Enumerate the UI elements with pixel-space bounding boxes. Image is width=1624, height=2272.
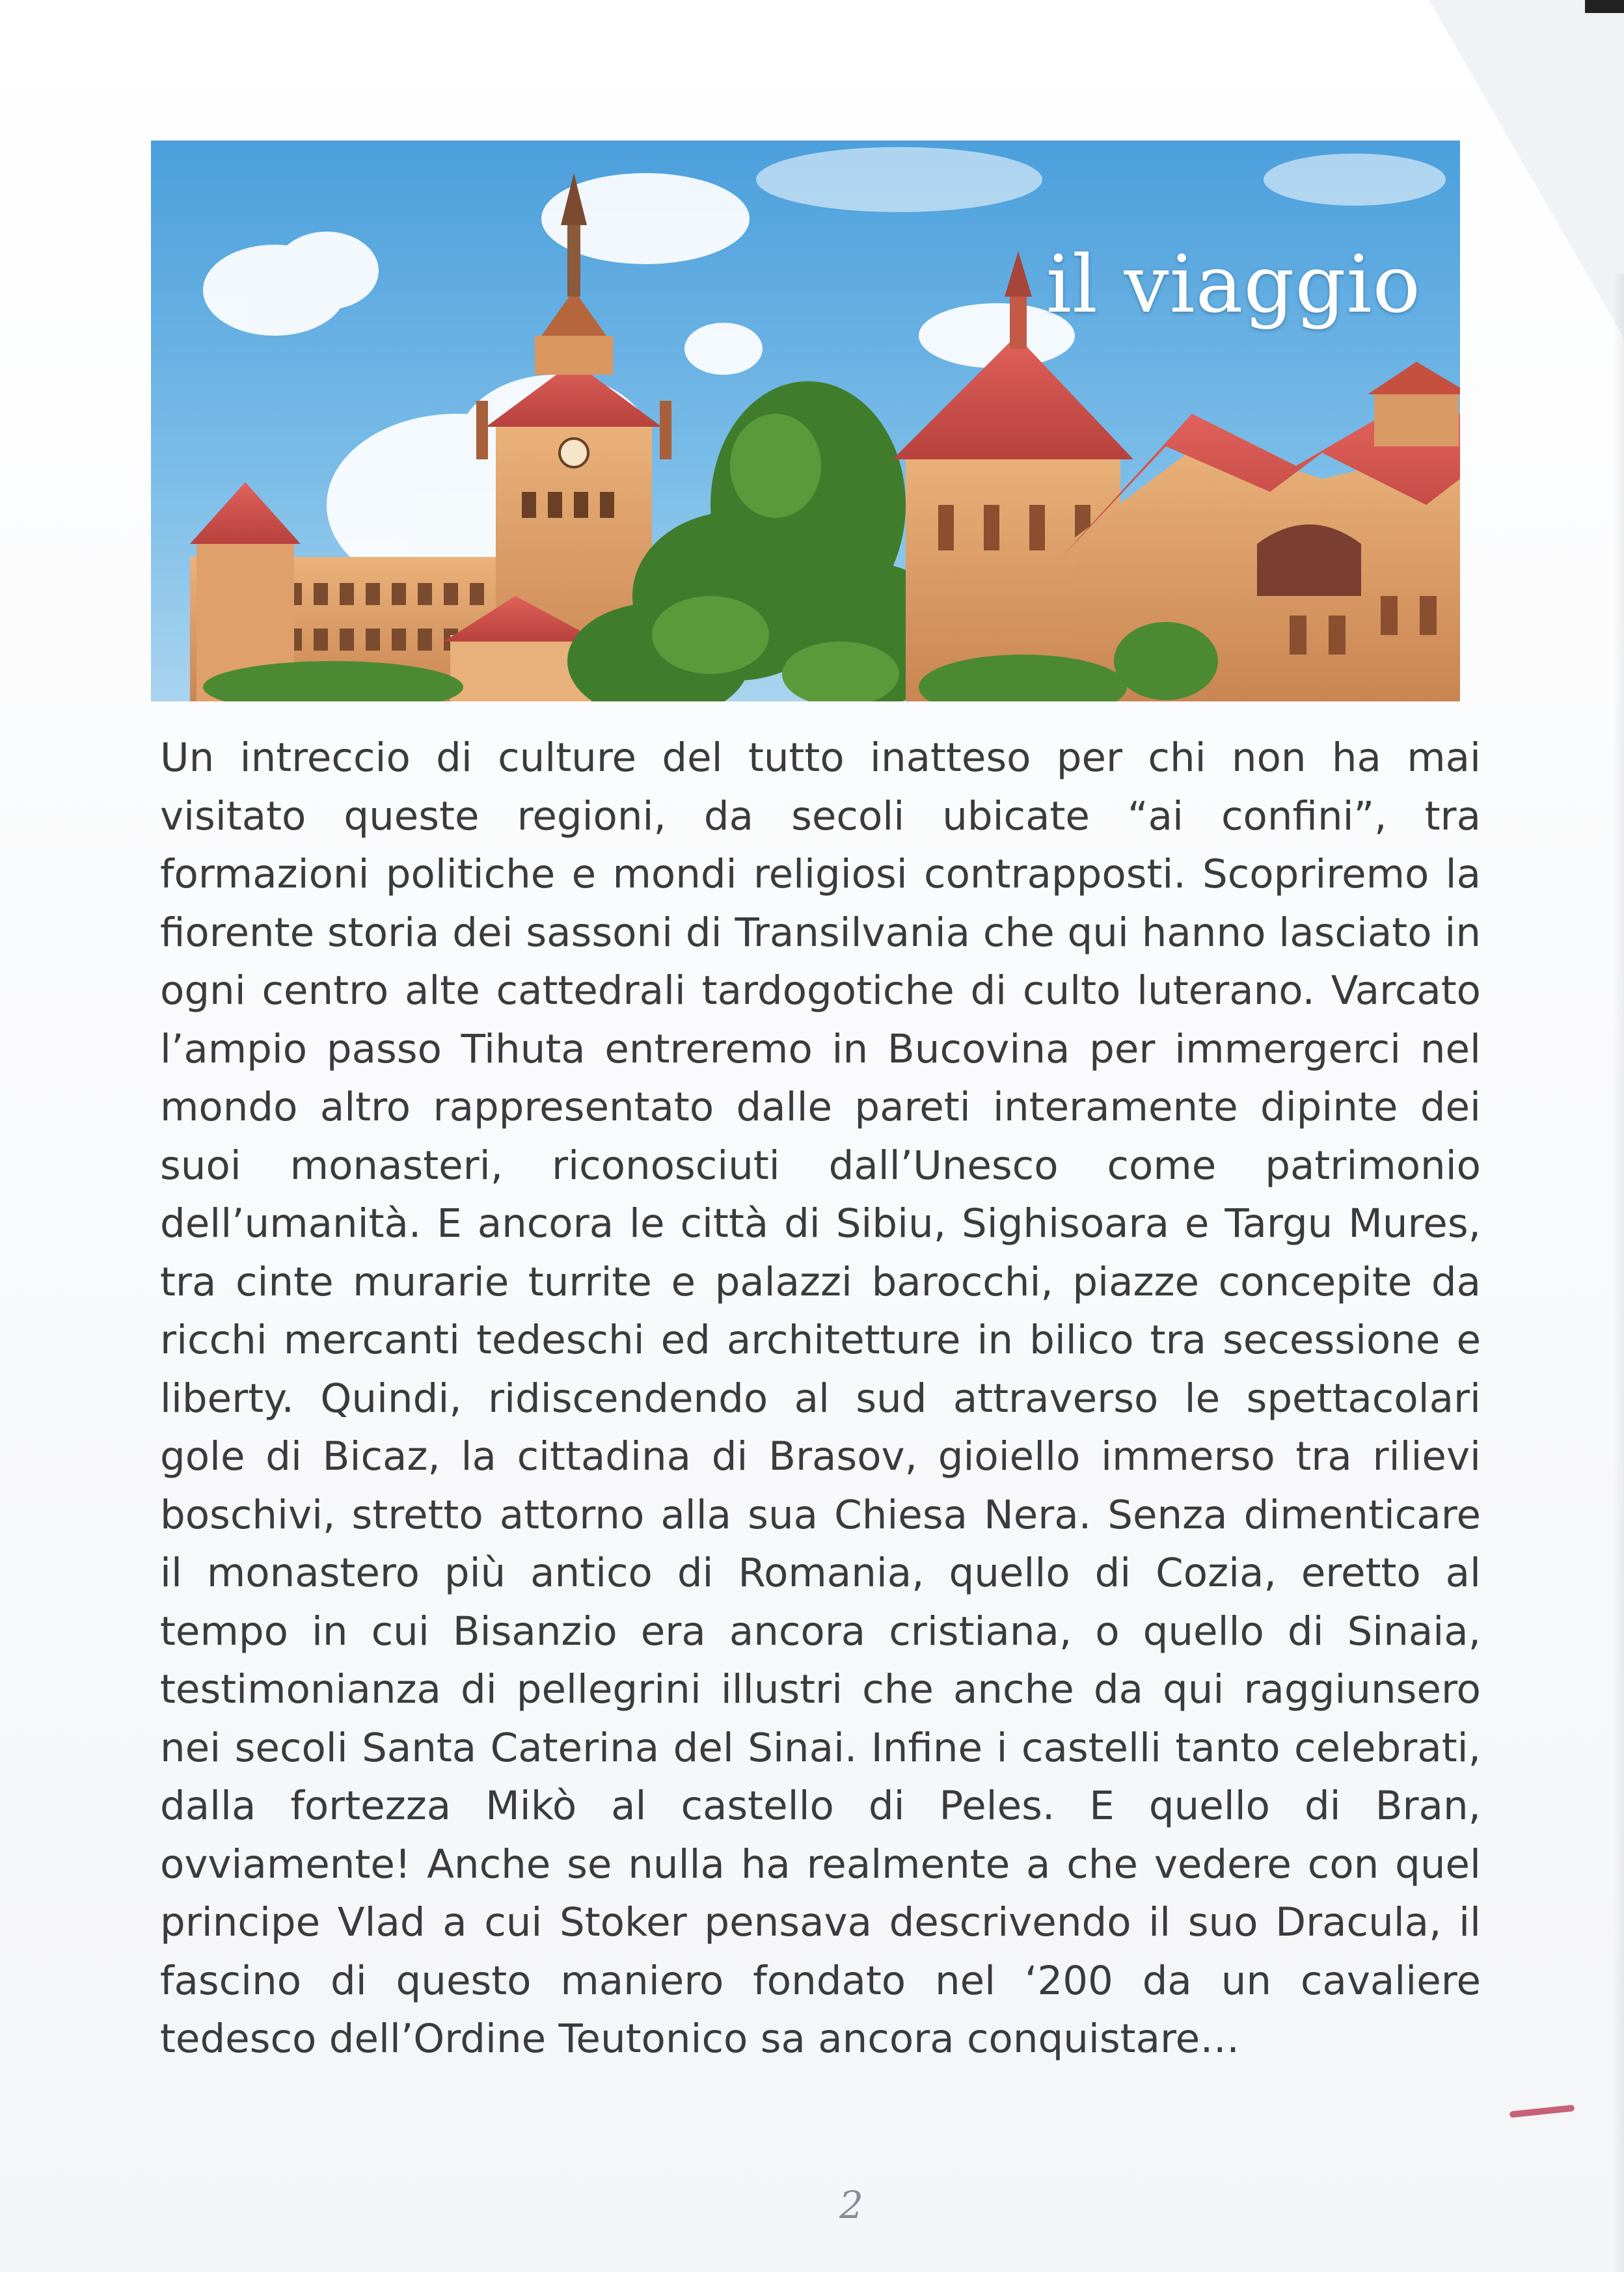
page-edge-shadow <box>1612 273 1624 2272</box>
page-number: 2 <box>839 2183 863 2227</box>
banner-photo <box>151 141 1460 701</box>
banner-title: il viaggio <box>1046 238 1421 331</box>
town-skyline-photo <box>151 141 1460 701</box>
article-body: Un intreccio di culture del tutto inatteso per chi non ha mai visitato queste regioni, da secoli ubicate “ai confini”, tra formazioni politiche e mondi religiosi contrapposti. Scopriremo la fiorente storia dei sassoni di Transilvania che qui hanno lasciato in ogni centro alte cattedrali tardogotiche di culto luterano. Varcato l’ampio passo Tihuta entreremo in Bucovina per immergerci nel mondo altro rappresentato dalle pareti interamente dipinte dei suoi monasteri, riconosciuti dall’Unesco come patrimonio dell’umanità. E ancora le città di Sibiu, Sighisoara e Targu Mures, tra cinte murarie turrite e palazzi barocchi, piazze concepite da ricchi mercanti tedeschi ed architetture in bilico tra secessione e liberty. Quindi, ridiscendendo al sud attraverso le spettacolari gole di Bicaz, la cittadina di Brasov, gioiello immerso tra rilievi boschivi, stretto attorno alla sua Chiesa Nera. Senza dimenticare il monastero più antico di Romania, quello di Cozia, eretto al tempo in cui Bisanzio era ancora cristiana, o quello di Sinaia, testimonianza di pellegrini illustri che anche da qui raggiunsero nei secoli Santa Caterina del Sinai. Infine i castelli tanto celebrati, dalla fortezza Mikò al castello di Peles. E quello di Bran, ovviamente! Anche se nulla ha realmente a che vedere con quel principe Vlad a cui Stoker pensava descrivendo il suo Dracula, il fascino di questo maniero fondato nel ‘200 da un cavaliere tedesco dell’Ordine Teutonico sa ancora conquistare… <box>160 735 1481 2062</box>
pen-mark <box>1509 2105 1575 2118</box>
scan-edge <box>1585 0 1624 13</box>
